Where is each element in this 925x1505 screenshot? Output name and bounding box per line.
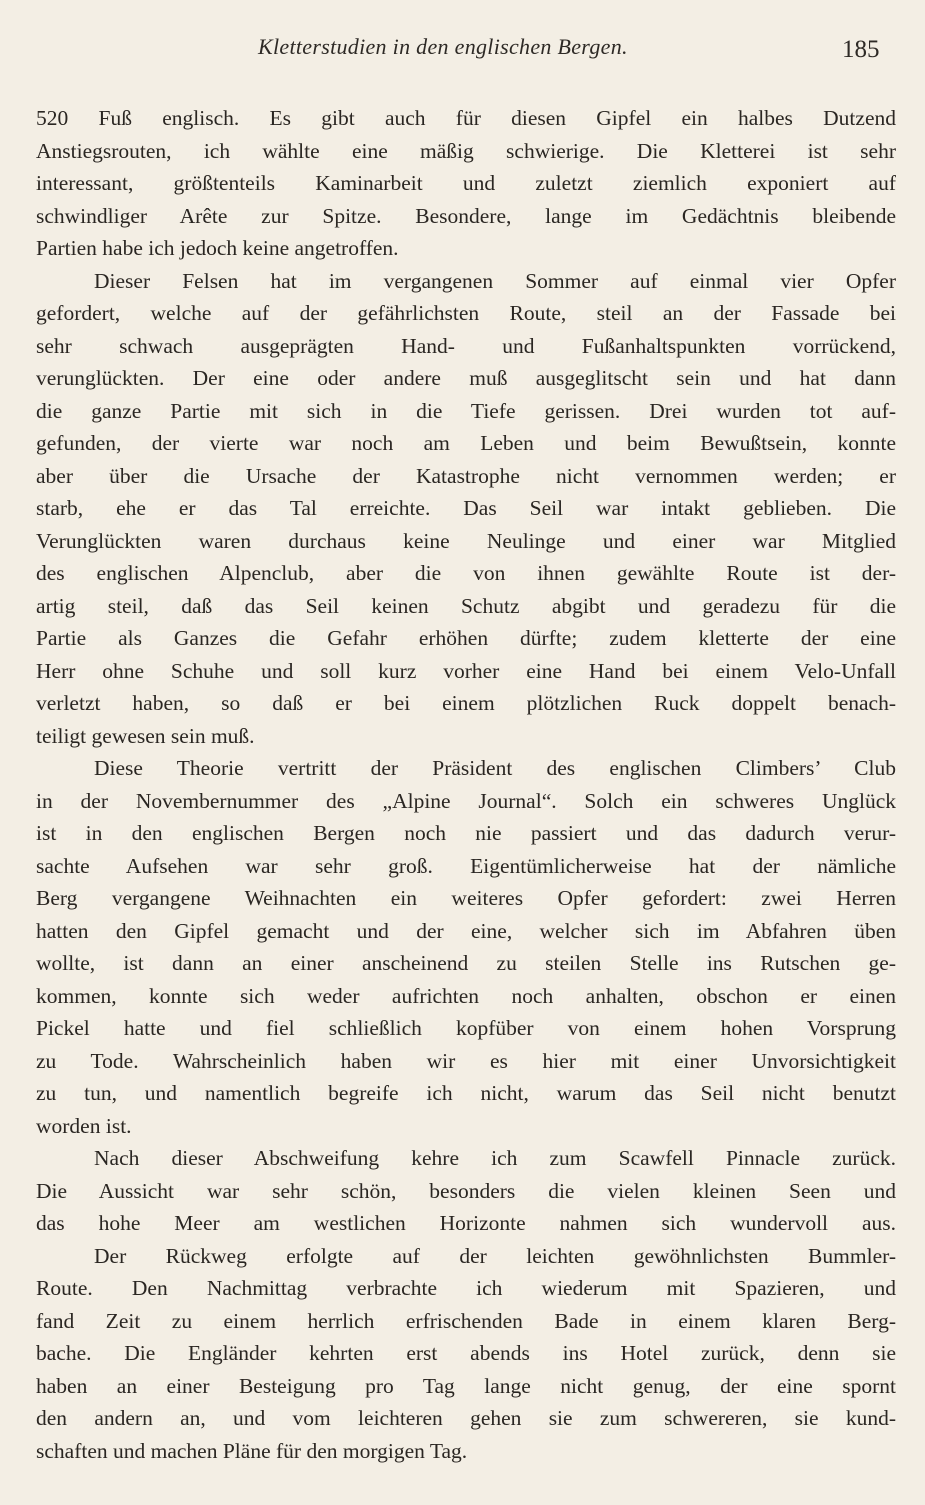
text-line: Verunglückten waren durchaus keine Neulinge und einer war Mitglied bbox=[36, 528, 896, 553]
text-line: Pickel hatte und fiel schließlich kopfüber von einem hohen Vorsprung bbox=[36, 1016, 896, 1040]
text-line: sachte Aufsehen war sehr groß. Eigentümlicherweise hat der nämliche bbox=[36, 853, 896, 878]
text-line: Herr ohne Schuhe und soll kurz vorher eine Hand bei einem Velo-Unfall bbox=[36, 658, 896, 683]
text-line: in der Novembernummer des „Alpine Journal“. Solch ein schweres Unglück bbox=[36, 788, 896, 813]
text-line: worden ist. bbox=[36, 1113, 132, 1138]
text-line: des englischen Alpenclub, aber die von ihnen gewählte Route ist der- bbox=[36, 561, 896, 585]
text-line: Anstiegsrouten, ich wählte eine mäßig schwierige. Die Kletterei ist sehr bbox=[36, 138, 896, 163]
text-line: Dieser Felsen hat im vergangenen Sommer auf einmal vier Opfer bbox=[94, 268, 896, 293]
text-line: sehr schwach ausgeprägten Hand- und Fußanhaltspunkten vorrückend, bbox=[36, 333, 896, 358]
running-head: Kletterstudien in den englischen Bergen. bbox=[258, 34, 628, 59]
text-line: 520 Fuß englisch. Es gibt auch für diesen Gipfel ein halbes Dutzend bbox=[36, 106, 896, 130]
text-line: kommen, konnte sich weder aufrichten noch anhalten, obschon er einen bbox=[36, 983, 896, 1008]
text-line: artig steil, daß das Seil keinen Schutz abgibt und geradezu für die bbox=[36, 593, 896, 618]
text-line: gefunden, der vierte war noch am Leben und beim Bewußtsein, konnte bbox=[36, 431, 896, 455]
text-line: Partien habe ich jedoch keine angetroffen. bbox=[36, 236, 399, 260]
text-line: starb, ehe er das Tal erreichte. Das Seil war intakt geblieben. Die bbox=[36, 496, 896, 520]
text-line: hatten den Gipfel gemacht und der eine, welcher sich im Abfahren üben bbox=[36, 918, 896, 943]
text-line: Berg vergangene Weihnachten ein weiteres Opfer gefordert: zwei Herren bbox=[36, 886, 896, 910]
page-number: 185 bbox=[842, 36, 880, 63]
text-line: aber über die Ursache der Katastrophe nicht vernommen werden; er bbox=[36, 463, 896, 488]
text-line: schwindliger Arête zur Spitze. Besondere, lange im Gedächtnis bleibende bbox=[36, 203, 896, 228]
text-line: den andern an, und vom leichteren gehen sie zum schwereren, sie kund- bbox=[36, 1406, 896, 1430]
text-line: bache. Die Engländer kehrten erst abends ins Hotel zurück, denn sie bbox=[36, 1341, 896, 1365]
text-line: verletzt haben, so daß er bei einem plötzlichen Ruck doppelt benach- bbox=[36, 691, 896, 715]
text-line: ist in den englischen Bergen noch nie passiert und das dadurch verur- bbox=[36, 821, 896, 845]
text-line: Nach dieser Abschweifung kehre ich zum Scawfell Pinnacle zurück. bbox=[94, 1146, 896, 1170]
text-line: Route. Den Nachmittag verbrachte ich wiederum mit Spazieren, und bbox=[36, 1276, 896, 1300]
text-line: teiligt gewesen sein muß. bbox=[36, 723, 255, 748]
text-line: gefordert, welche auf der gefährlichsten Route, steil an der Fassade bei bbox=[36, 301, 896, 325]
body-text bbox=[36, 102, 896, 1467]
text-line: schaften und machen Pläne für den morgigen Tag. bbox=[36, 1438, 468, 1463]
text-line: Die Aussicht war sehr schön, besonders die vielen kleinen Seen und bbox=[36, 1178, 896, 1203]
text-line: fand Zeit zu einem herrlich erfrischenden Bade in einem klaren Berg- bbox=[36, 1308, 896, 1333]
text-line: das hohe Meer am westlichen Horizonte nahmen sich wundervoll aus. bbox=[36, 1211, 896, 1235]
text-line: interessant, größtenteils Kaminarbeit und zuletzt ziemlich exponiert auf bbox=[36, 171, 896, 195]
text-line: zu tun, und namentlich begreife ich nicht, warum das Seil nicht benutzt bbox=[36, 1081, 896, 1105]
text-line: Diese Theorie vertritt der Präsident des englischen Climbers’ Club bbox=[94, 756, 896, 780]
text-line: Der Rückweg erfolgte auf der leichten gewöhnlichsten Bummler- bbox=[94, 1243, 896, 1268]
text-line: verunglückten. Der eine oder andere muß ausgeglitscht sein und hat dann bbox=[36, 366, 896, 390]
text-line: haben an einer Besteigung pro Tag lange nicht genug, der eine spornt bbox=[36, 1373, 896, 1398]
text-line: wollte, ist dann an einer anscheinend zu steilen Stelle ins Rutschen ge- bbox=[36, 951, 896, 975]
text-line: Partie als Ganzes die Gefahr erhöhen dürfte; zudem kletterte der eine bbox=[36, 626, 896, 650]
text-line: die ganze Partie mit sich in die Tiefe gerissen. Drei wurden tot auf- bbox=[36, 398, 896, 423]
text-line: zu Tode. Wahrscheinlich haben wir es hier mit einer Unvorsichtigkeit bbox=[36, 1048, 896, 1073]
